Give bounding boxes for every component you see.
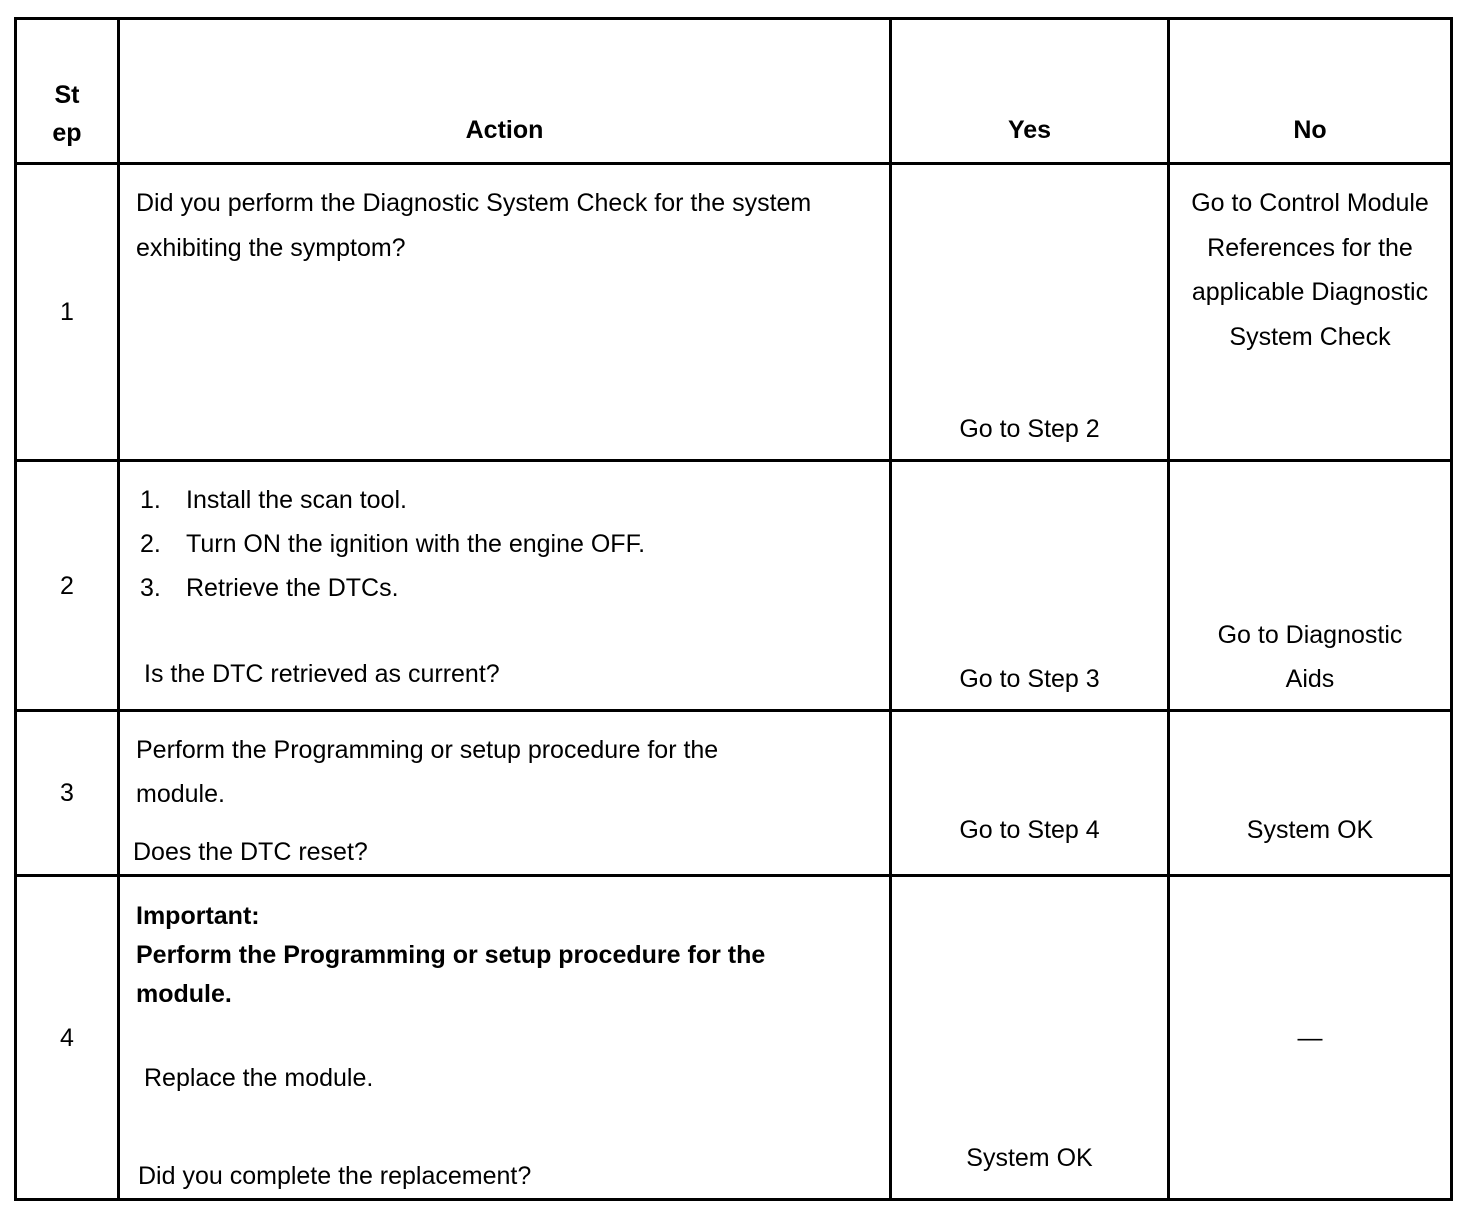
step-number: 3	[16, 711, 119, 876]
table-row	[16, 711, 1452, 876]
list-item-text: Retrieve the DTCs.	[186, 574, 399, 602]
no-cell: System OK	[1169, 711, 1452, 876]
table-row	[16, 461, 1452, 711]
table-row	[16, 164, 1452, 461]
step-number: 2	[16, 461, 119, 711]
header-action: Action	[119, 19, 891, 164]
diagnostic-table	[14, 17, 1453, 1201]
spacer	[136, 1100, 873, 1154]
no-cell	[1169, 461, 1452, 711]
table-row	[16, 876, 1452, 1200]
action-cell	[119, 461, 891, 711]
list-item-number: 2.	[140, 530, 161, 558]
yes-cell: Go to Step 2	[891, 164, 1169, 461]
action-text: Replace the module.	[144, 1064, 374, 1092]
action-text: Did you perform the Diagnostic System Check for the system exhibiting the symptom?	[136, 189, 812, 262]
question-text: Is the DTC retrieved as current?	[144, 660, 500, 688]
action-cell	[119, 164, 891, 461]
action-steps-list	[136, 478, 873, 610]
yes-cell: Go to Step 3	[891, 461, 1169, 711]
action-cell	[119, 876, 891, 1200]
list-item	[136, 522, 873, 566]
yes-cell: System OK	[891, 876, 1169, 1200]
important-label: Important:	[136, 902, 260, 930]
question-text: Does the DTC reset?	[133, 838, 368, 866]
list-item-text: Install the scan tool.	[186, 486, 407, 514]
spacer	[136, 1014, 873, 1056]
question-text: Did you complete the replacement?	[138, 1162, 532, 1190]
no-cell	[1169, 164, 1452, 461]
step-number: 4	[16, 876, 119, 1200]
header-row	[16, 19, 1452, 164]
list-item-number: 3.	[140, 574, 161, 602]
header-no: No	[1169, 19, 1452, 164]
list-item	[136, 566, 873, 610]
no-cell: —	[1169, 876, 1452, 1200]
header-step-label: St ep	[52, 81, 82, 147]
header-yes: Yes	[891, 19, 1169, 164]
list-item-number: 1.	[140, 486, 161, 514]
spacer	[136, 610, 873, 652]
yes-cell: Go to Step 4	[891, 711, 1169, 876]
action-cell	[119, 711, 891, 876]
step-number: 1	[16, 164, 119, 461]
no-text: Go to Control Module References for the applicable Diagnostic System Check	[1191, 189, 1429, 351]
list-item-text: Turn ON the ignition with the engine OFF.	[186, 530, 646, 558]
important-text: Perform the Programming or setup procedure for the module.	[136, 941, 766, 1008]
no-text: Go to Diagnostic Aids	[1217, 621, 1403, 693]
header-step	[16, 19, 119, 164]
action-text: Perform the Programming or setup procedure for the module.	[136, 736, 719, 808]
list-item	[136, 478, 873, 522]
